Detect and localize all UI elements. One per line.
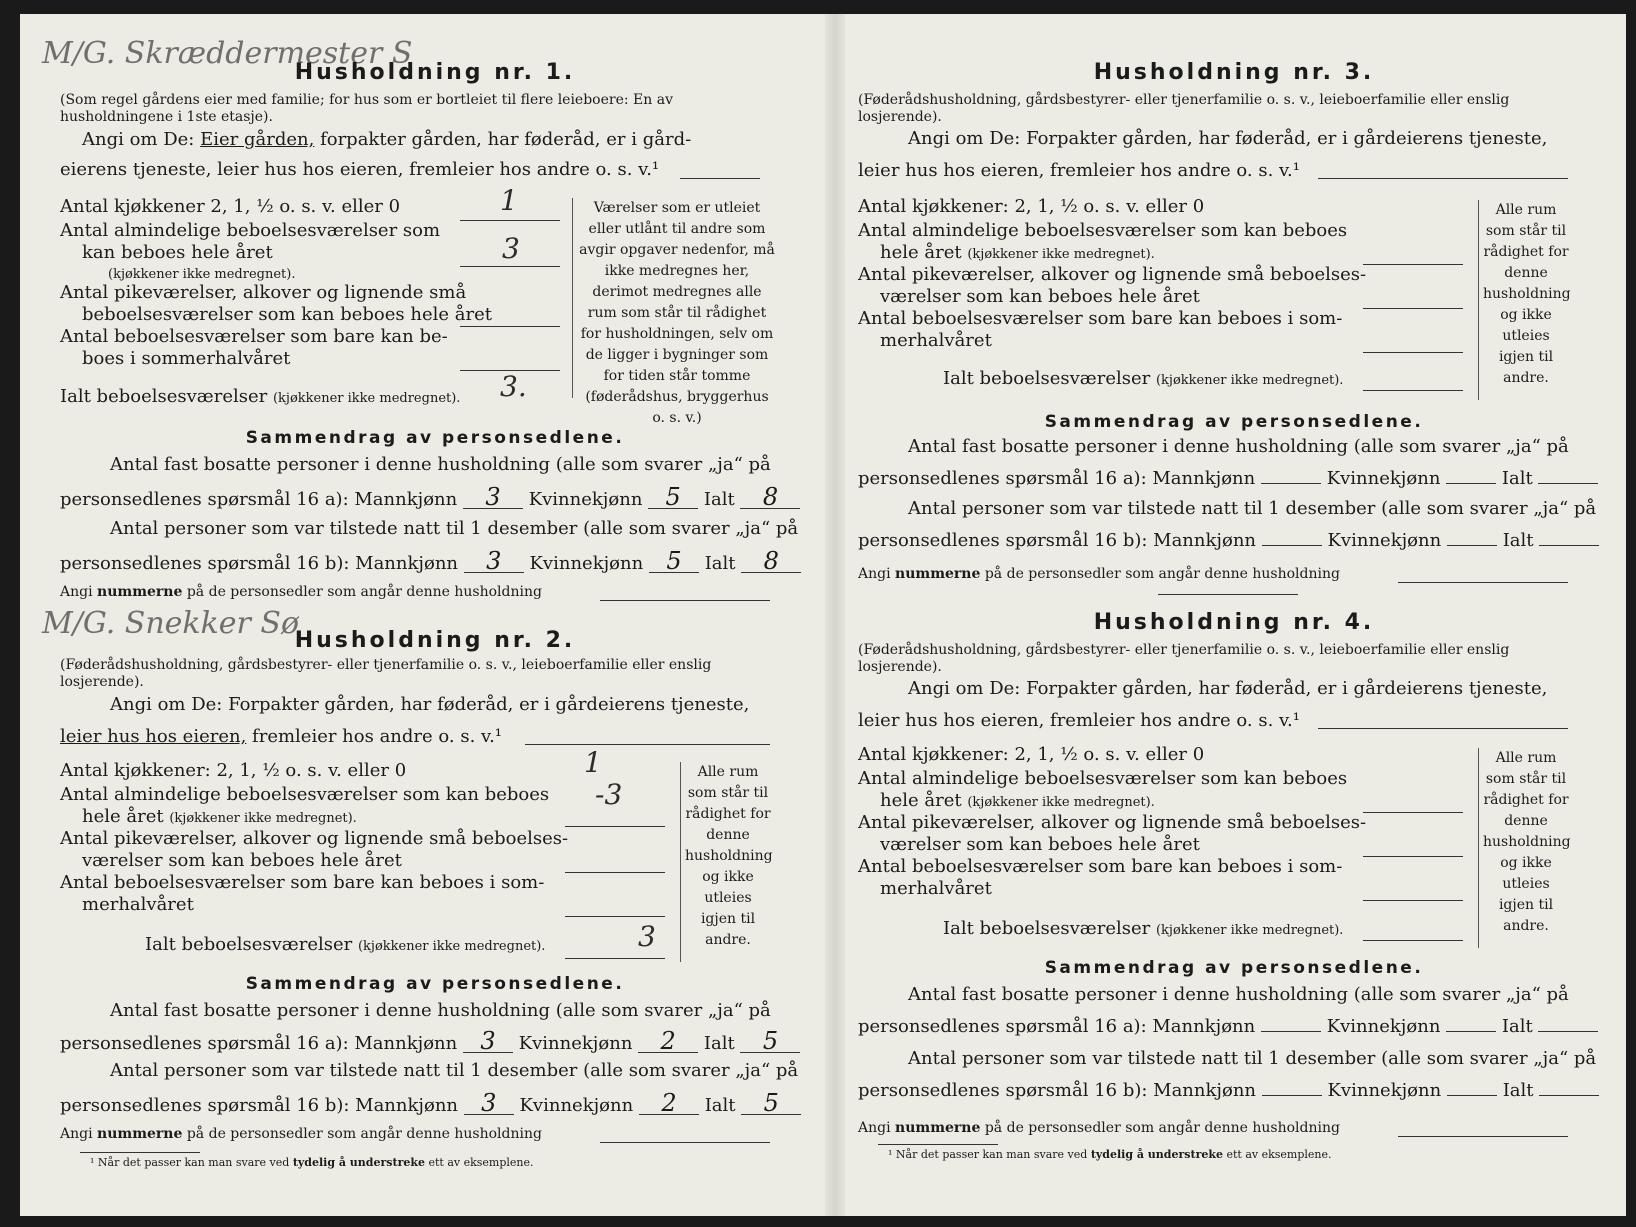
h4-q-sommer-1: Antal beboelsesværelser som bare kan beboes i som-: [858, 856, 1343, 877]
h1-q-sommer-1: Antal beboelsesværelser som bare kan be-: [60, 326, 448, 347]
h1-q-alm-2: kan beboes hele året: [82, 242, 273, 263]
household-2-angi-line-2: leier hus hos eieren, fremleier hos andre o. s. v.¹: [60, 726, 503, 747]
handwritten-note-mid: M/G. Snekker Sø: [42, 606, 300, 641]
rule: [878, 1144, 998, 1145]
h2-q-sommer-1: Antal beboelsesværelser som bare kan beboes i som-: [60, 872, 545, 893]
h3-q-sommer-2: merhalvåret: [880, 330, 992, 351]
h1-q-pike-1: Antal pikeværelser, alkover og lignende små: [60, 282, 467, 303]
h4-q-pike-1: Antal pikeværelser, alkover og lignende små beboelses-: [858, 812, 1367, 833]
household-4-angi-line-2: leier hus hos eieren, fremleier hos andre o. s. v.¹: [858, 710, 1300, 731]
h2-q-kjokken: Antal kjøkkener: 2, 1, ½ o. s. v. eller 0: [60, 760, 407, 781]
h2-ialt: Ialt beboelsesværelser (kjøkkener ikke medregnet).: [145, 934, 546, 955]
h3-sum-2a: Antal personer som var tilstede natt til 1 desember (alle som svarer „ja“ på: [908, 498, 1597, 519]
h4-info-box: Alle rum som står til rådighet for denne husholdning og ikke utleies igjen til andre.: [1478, 748, 1569, 948]
separator: [1158, 594, 1298, 595]
rule: [1398, 582, 1568, 583]
h3-q-sommer-1: Antal beboelsesværelser som bare kan beboes i som-: [858, 308, 1343, 329]
h2-a-kvinne: 2: [638, 1030, 698, 1053]
h2-q-pike-1: Antal pikeværelser, alkover og lignende små beboelses-: [60, 828, 569, 849]
h1-sum-2a: Antal personer som var tilstede natt til 1 desember (alle som svarer „ja“ på: [110, 518, 799, 539]
h2-sum-2a: Antal personer som var tilstede natt til 1 desember (alle som svarer „ja“ på: [110, 1060, 799, 1081]
h4-sum-2a: Antal personer som var tilstede natt til 1 desember (alle som svarer „ja“ på: [908, 1048, 1597, 1069]
h3-a-mann-blank: [1261, 483, 1321, 484]
household-3-intro: (Føderådshusholdning, gårdsbestyrer- eller tjenerfamilie o. s. v., leieboerfamilie eller enslig losjerende).: [858, 92, 1510, 125]
h2-q-alm-2: hele året (kjøkkener ikke medregnet).: [82, 806, 357, 827]
household-1-title: Husholdning nr. 1.: [294, 60, 576, 85]
h3-q-pike-1: Antal pikeværelser, alkover og lignende små beboelses-: [858, 264, 1367, 285]
rule: [460, 266, 560, 267]
h2-q-sommer-2: merhalvåret: [82, 894, 194, 915]
h2-angi-nummerne: Angi nummerne på de personsedler som angår denne husholdning: [60, 1126, 542, 1142]
rule: [600, 1142, 770, 1143]
rule: [460, 220, 560, 221]
h1-a-mann: 3: [463, 486, 523, 509]
h2-sum-1a: Antal fast bosatte personer i denne husholdning (alle som svarer „ja“ på: [110, 1000, 771, 1021]
rule: [1363, 352, 1463, 353]
household-3-angi-line-1: Angi om De: Forpakter gården, har føderåd, er i gårdeierens tjeneste,: [908, 128, 1548, 149]
h1-sum-1b: personsedlenes spørsmål 16 a): Mannkjønn 3 Kvinnekjønn 5 Ialt 8: [60, 486, 800, 511]
h3-q-alm-1: Antal almindelige beboelsesværelser som kan beboes: [858, 220, 1348, 241]
h4-q-alm-1: Antal almindelige beboelsesværelser som kan beboes: [858, 768, 1348, 789]
h1-angi-nummerne: Angi nummerne på de personsedler som angår denne husholdning: [60, 584, 542, 600]
handwritten-note-top: M/G. Skræddermester S: [42, 36, 413, 71]
h1-q-pike-2: beboelsesværelser som kan beboes hele året: [82, 304, 492, 325]
left-page: [42, 14, 810, 1216]
household-4-title: Husholdning nr. 4.: [1093, 610, 1375, 635]
h2-val-ialt: 3: [638, 920, 656, 953]
h3-ialt: Ialt beboelsesværelser (kjøkkener ikke medregnet).: [943, 368, 1344, 389]
h4-q-pike-2: værelser som kan beboes hele året: [880, 834, 1200, 855]
rule: [1363, 900, 1463, 901]
h4-sum-1b: personsedlenes spørsmål 16 a): Mannkjønn Kvinnekjønn Ialt: [858, 1016, 1598, 1038]
h1-q-alm-1: Antal almindelige beboelsesværelser som: [60, 220, 441, 241]
household-4-intro: (Føderådshusholdning, gårdsbestyrer- eller tjenerfamilie o. s. v., leieboerfamilie eller enslig losjerende).: [858, 642, 1510, 675]
rule: [1363, 264, 1463, 265]
h2-info-box: Alle rum som står til rådighet for denne husholdning og ikke utleies igjen til andre.: [680, 762, 771, 962]
rule: [1318, 728, 1568, 729]
h4-angi-nummerne: Angi nummerne på de personsedler som angår denne husholdning: [858, 1120, 1340, 1136]
page-fold: [825, 14, 845, 1216]
h1-b-kvinne: 5: [649, 550, 699, 573]
footnote-left: ¹ Når det passer kan man svare ved tydelig å understreke ett av eksemplene.: [90, 1156, 534, 1169]
h2-sum-2b: personsedlenes spørsmål 16 b): Mannkjønn 3 Kvinnekjønn 2 Ialt 5: [60, 1092, 801, 1117]
h3-angi-nummerne: Angi nummerne på de personsedler som angår denne husholdning: [858, 566, 1340, 582]
h4-a-ialt-blank: [1538, 1031, 1598, 1032]
h1-summary-title: Sammendrag av personsedlene.: [245, 428, 625, 448]
household-3-angi-line-2: leier hus hos eieren, fremleier hos andre o. s. v.¹: [858, 160, 1300, 181]
household-1-angi-line-2: eierens tjeneste, leier hus hos eieren, fremleier hos andre o. s. v.¹: [60, 159, 660, 180]
rule: [1363, 940, 1463, 941]
h3-summary-title: Sammendrag av personsedlene.: [1044, 412, 1424, 432]
h4-a-mann-blank: [1261, 1031, 1321, 1032]
h1-q-kjokken: Antal kjøkkener 2, 1, ½ o. s. v. eller 0: [60, 196, 401, 217]
h2-b-kvinne: 2: [639, 1092, 699, 1115]
eier-garden-underlined: Eier gården,: [200, 129, 315, 150]
h2-sum-1b: personsedlenes spørsmål 16 a): Mannkjønn 3 Kvinnekjønn 2 Ialt 5: [60, 1030, 800, 1055]
h2-b-ialt: 5: [741, 1092, 801, 1115]
rule: [565, 826, 665, 827]
h1-val-ialt: 3.: [500, 370, 527, 403]
h3-q-pike-2: værelser som kan beboes hele året: [880, 286, 1200, 307]
rule: [565, 958, 665, 959]
h1-info-box: Værelser som er utleiet eller utlånt til andre som avgir opgaver nedenfor, må ikke medregnes her, derimot medregnes alle rum som står til rådighet for husholdningen, selv om de ligger i bygninger som for tiden står tomme (føderådshus, bryggerhus o. s. v.): [572, 198, 775, 398]
h2-q-pike-2: værelser som kan beboes hele året: [82, 850, 402, 871]
household-3-title: Husholdning nr. 3.: [1093, 60, 1375, 85]
h4-q-kjokken: Antal kjøkkener: 2, 1, ½ o. s. v. eller 0: [858, 744, 1205, 765]
h4-sum-2b: personsedlenes spørsmål 16 b): Mannkjønn Kvinnekjønn Ialt: [858, 1080, 1599, 1102]
h4-b-kvinne-blank: [1447, 1095, 1497, 1096]
h3-q-alm-2: hele året (kjøkkener ikke medregnet).: [880, 242, 1155, 263]
h2-a-mann: 3: [463, 1030, 513, 1053]
h3-sum-2b: personsedlenes spørsmål 16 b): Mannkjønn Kvinnekjønn Ialt: [858, 530, 1599, 552]
h4-a-kvinne-blank: [1446, 1031, 1496, 1032]
h1-val-alm: 3: [502, 232, 520, 265]
household-2-angi-line-1: Angi om De: Forpakter gården, har føderåd, er i gårdeierens tjeneste,: [110, 694, 750, 715]
rule: [460, 326, 560, 327]
h3-sum-1b: personsedlenes spørsmål 16 a): Mannkjønn Kvinnekjønn Ialt: [858, 468, 1598, 490]
household-2-intro: (Føderådshusholdning, gårdsbestyrer- eller tjenerfamilie o. s. v., leieboerfamilie eller enslig losjerende).: [60, 657, 712, 690]
household-2-title: Husholdning nr. 2.: [294, 628, 576, 653]
h1-sum-1a: Antal fast bosatte personer i denne husholdning (alle som svarer „ja“ på: [110, 454, 771, 475]
h4-b-ialt-blank: [1539, 1095, 1599, 1096]
h3-a-ialt-blank: [1538, 483, 1598, 484]
household-1-intro: (Som regel gårdens eier med familie; for hus som er bortleiet til flere leieboere: En av husholdningene i 1ste etasje).: [60, 92, 673, 125]
footnote-right: ¹ Når det passer kan man svare ved tydelig å understreke ett av eksemplene.: [888, 1148, 1332, 1161]
h1-val-kjokken: 1: [500, 184, 518, 217]
h4-sum-1a: Antal fast bosatte personer i denne husholdning (alle som svarer „ja“ på: [908, 984, 1569, 1005]
h2-a-ialt: 5: [740, 1030, 800, 1053]
rule: [1398, 1136, 1568, 1137]
leier-hus-underlined: leier hus hos eieren,: [60, 726, 247, 747]
h3-b-ialt-blank: [1539, 545, 1599, 546]
h1-a-ialt: 8: [740, 486, 800, 509]
rule: [1318, 178, 1568, 179]
h4-q-alm-2: hele året (kjøkkener ikke medregnet).: [880, 790, 1155, 811]
h1-ialt: Ialt beboelsesværelser (kjøkkener ikke medregnet).: [60, 386, 461, 407]
rule: [680, 178, 760, 179]
rule: [565, 916, 665, 917]
right-page: [858, 14, 1610, 1216]
household-1-angi-line-1: Angi om De: Eier gården, forpakter gården, har føderåd, er i gård-: [82, 129, 692, 150]
h2-q-alm-1: Antal almindelige beboelsesværelser som kan beboes: [60, 784, 550, 805]
h4-summary-title: Sammendrag av personsedlene.: [1044, 958, 1424, 978]
h4-b-mann-blank: [1262, 1095, 1322, 1096]
h1-b-ialt: 8: [741, 550, 801, 573]
h2-summary-title: Sammendrag av personsedlene.: [245, 974, 625, 994]
h1-a-kvinne: 5: [648, 486, 698, 509]
rule: [600, 600, 770, 601]
h3-sum-1a: Antal fast bosatte personer i denne husholdning (alle som svarer „ja“ på: [908, 436, 1569, 457]
rule: [1363, 390, 1463, 391]
rule: [1363, 308, 1463, 309]
h3-b-kvinne-blank: [1447, 545, 1497, 546]
h1-q-sommer-2: boes i sommerhalvåret: [82, 348, 291, 369]
h1-q-alm-3: (kjøkkener ikke medregnet).: [108, 267, 296, 282]
h3-b-mann-blank: [1262, 545, 1322, 546]
h4-ialt: Ialt beboelsesværelser (kjøkkener ikke medregnet).: [943, 918, 1344, 939]
h3-a-kvinne-blank: [1446, 483, 1496, 484]
rule: [565, 872, 665, 873]
rule: [80, 1152, 200, 1153]
h3-info-box: Alle rum som står til rådighet for denne husholdning og ikke utleies igjen til andre.: [1478, 200, 1569, 400]
h1-sum-2b: personsedlenes spørsmål 16 b): Mannkjønn 3 Kvinnekjønn 5 Ialt 8: [60, 550, 801, 575]
rule: [1363, 856, 1463, 857]
rule: [1363, 812, 1463, 813]
h4-q-sommer-2: merhalvåret: [880, 878, 992, 899]
census-form-sheet: [20, 14, 1626, 1216]
household-4-angi-line-1: Angi om De: Forpakter gården, har føderåd, er i gårdeierens tjeneste,: [908, 678, 1548, 699]
rule: [525, 744, 770, 745]
h2-val-alm: -3: [595, 778, 623, 811]
h3-q-kjokken: Antal kjøkkener: 2, 1, ½ o. s. v. eller 0: [858, 196, 1205, 217]
h2-b-mann: 3: [464, 1092, 514, 1115]
h1-b-mann: 3: [464, 550, 524, 573]
h2-val-kjokken: 1: [584, 746, 602, 779]
